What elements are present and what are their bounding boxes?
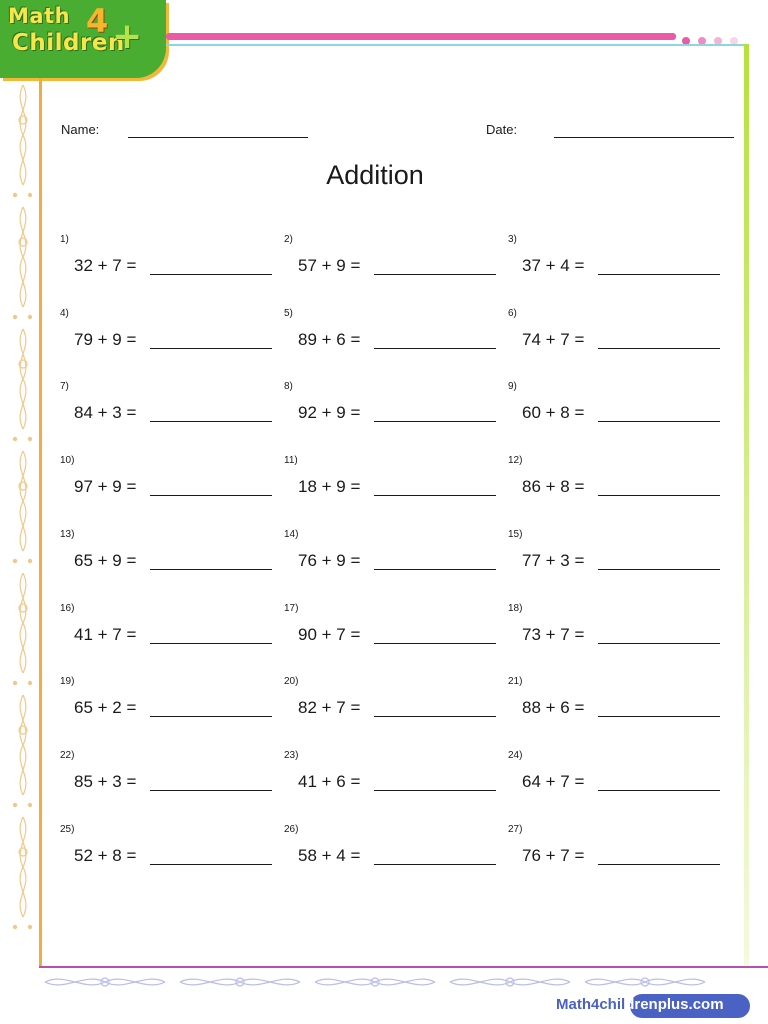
- problem-item: [284, 529, 508, 589]
- problem-number: 23): [284, 749, 299, 761]
- problem-equation: 41 + 6 =: [298, 771, 361, 791]
- footer-url-part2: drenplus.com: [625, 996, 724, 1013]
- logo-text-four: 4: [86, 2, 109, 40]
- problem-equation: 90 + 7 =: [298, 624, 361, 644]
- problem-equation: 37 + 4 =: [522, 256, 585, 275]
- answer-field[interactable]: [150, 274, 272, 275]
- logo-text-children: Children: [12, 30, 125, 56]
- problem-equation: 65 + 2 =: [74, 698, 137, 718]
- bottom-purple-line: [39, 966, 768, 968]
- problem-number: 9): [508, 381, 517, 393]
- problem-item: [60, 455, 284, 515]
- problem-item: [284, 234, 508, 294]
- problem-number: 21): [508, 676, 523, 688]
- logo-plus-icon: +: [112, 16, 143, 57]
- problem-item: [508, 381, 732, 441]
- problem-equation: 57 + 9 =: [298, 256, 361, 275]
- date-label: Date:: [486, 122, 518, 137]
- problem-number: 20): [284, 676, 299, 688]
- problem-item: [508, 529, 732, 589]
- problem-number: 3): [508, 234, 517, 245]
- answer-field[interactable]: [150, 348, 272, 349]
- answer-field[interactable]: [598, 569, 720, 570]
- problem-equation: 92 + 9 =: [298, 403, 361, 423]
- problem-equation: 65 + 9 =: [74, 550, 137, 570]
- problem-number: 18): [508, 602, 523, 614]
- top-dots-decoration: [682, 32, 746, 50]
- problem-equation: 60 + 8 =: [522, 403, 585, 423]
- problem-equation: 85 + 3 =: [74, 771, 137, 791]
- problem-item: [60, 824, 284, 884]
- problem-equation: 74 + 7 =: [522, 329, 585, 349]
- answer-field[interactable]: [598, 421, 720, 422]
- answer-field[interactable]: [150, 643, 272, 644]
- problem-number: 16): [60, 602, 75, 614]
- problem-equation: 32 + 7 =: [74, 256, 137, 275]
- page-title: Addition: [326, 160, 424, 190]
- problem-item: [284, 750, 508, 810]
- problem-equation: 89 + 6 =: [298, 329, 361, 349]
- answer-field[interactable]: [374, 274, 496, 275]
- answer-field[interactable]: [150, 864, 272, 865]
- problem-number: 22): [60, 749, 75, 761]
- problem-equation: 84 + 3 =: [74, 403, 137, 423]
- problem-item: [284, 824, 508, 884]
- date-field[interactable]: [554, 137, 734, 138]
- problem-number: 15): [508, 528, 523, 540]
- problem-item: [284, 308, 508, 368]
- footer-url[interactable]: [556, 996, 756, 1013]
- problem-item: [60, 750, 284, 810]
- logo-text-math: Math: [8, 4, 71, 28]
- problem-equation: 73 + 7 =: [522, 624, 585, 644]
- top-pink-bar: [166, 33, 676, 40]
- problem-equation: 18 + 9 =: [298, 477, 361, 497]
- problem-item: [284, 603, 508, 663]
- answer-field[interactable]: [374, 421, 496, 422]
- answer-field[interactable]: [598, 274, 720, 275]
- answer-field[interactable]: [598, 790, 720, 791]
- name-label: Name:: [61, 122, 100, 137]
- problem-number: 19): [60, 676, 75, 688]
- answer-field[interactable]: [374, 643, 496, 644]
- problem-item: [60, 381, 284, 441]
- problem-equation: 58 + 4 =: [298, 845, 361, 865]
- problem-item: [508, 676, 732, 736]
- problem-item: [60, 676, 284, 736]
- problem-equation: 82 + 7 =: [298, 698, 361, 718]
- problem-equation: 64 + 7 =: [522, 771, 585, 791]
- problem-equation: 88 + 6 =: [522, 698, 585, 718]
- problem-item: [508, 308, 732, 368]
- problem-item: [60, 603, 284, 663]
- problem-item: [508, 603, 732, 663]
- problem-number: 8): [284, 381, 293, 393]
- problem-number: 17): [284, 602, 299, 614]
- problem-item: [508, 824, 732, 884]
- problem-equation: 79 + 9 =: [74, 329, 137, 349]
- problem-number: 1): [60, 234, 69, 245]
- answer-field[interactable]: [374, 569, 496, 570]
- bottom-ornament-decoration: [40, 972, 760, 992]
- problem-number: 11): [284, 455, 298, 467]
- brand-logo: [0, 0, 166, 78]
- answer-field[interactable]: [374, 348, 496, 349]
- problem-number: 4): [60, 307, 69, 319]
- problem-item: [508, 455, 732, 515]
- answer-field[interactable]: [374, 790, 496, 791]
- problem-number: 13): [60, 528, 75, 540]
- problem-equation: 86 + 8 =: [522, 477, 585, 497]
- answer-field[interactable]: [374, 864, 496, 865]
- left-orange-bar: [39, 78, 42, 968]
- problem-item: [284, 455, 508, 515]
- problem-number: 27): [508, 823, 523, 835]
- problem-number: 5): [284, 307, 293, 319]
- problem-item: [60, 308, 284, 368]
- problem-number: 26): [284, 823, 299, 835]
- left-ornament-decoration: [8, 80, 38, 970]
- problem-equation: 76 + 9 =: [298, 550, 361, 570]
- problem-item: [60, 234, 284, 294]
- problem-number: 7): [60, 381, 69, 393]
- problem-number: 10): [60, 455, 75, 467]
- answer-field[interactable]: [150, 790, 272, 791]
- answer-field[interactable]: [374, 495, 496, 496]
- problem-number: 24): [508, 749, 523, 761]
- problem-equation: 97 + 9 =: [74, 477, 137, 497]
- problem-equation: 52 + 8 =: [74, 845, 137, 865]
- answer-field[interactable]: [150, 495, 272, 496]
- problem-number: 12): [508, 455, 523, 467]
- problem-item: [60, 529, 284, 589]
- problem-item: [284, 381, 508, 441]
- problem-number: 2): [284, 234, 293, 245]
- answer-field[interactable]: [150, 421, 272, 422]
- problem-equation: 77 + 3 =: [522, 550, 585, 570]
- answer-field[interactable]: [374, 716, 496, 717]
- problem-equation: 76 + 7 =: [522, 845, 585, 865]
- answer-field[interactable]: [150, 716, 272, 717]
- problem-item: [508, 750, 732, 810]
- footer-url-part1: Math4chil: [556, 996, 626, 1013]
- top-cyan-line: [166, 44, 748, 46]
- answer-field[interactable]: [598, 864, 720, 865]
- answer-field[interactable]: [598, 643, 720, 644]
- problem-item: [284, 676, 508, 736]
- problem-item: [508, 234, 732, 294]
- answer-field[interactable]: [598, 495, 720, 496]
- name-field[interactable]: [128, 137, 308, 138]
- answer-field[interactable]: [598, 348, 720, 349]
- answer-field[interactable]: [150, 569, 272, 570]
- problem-number: 14): [284, 528, 299, 540]
- problem-number: 6): [508, 307, 517, 319]
- problem-number: 25): [60, 823, 75, 835]
- answer-field[interactable]: [598, 716, 720, 717]
- problem-equation: 41 + 7 =: [74, 624, 137, 644]
